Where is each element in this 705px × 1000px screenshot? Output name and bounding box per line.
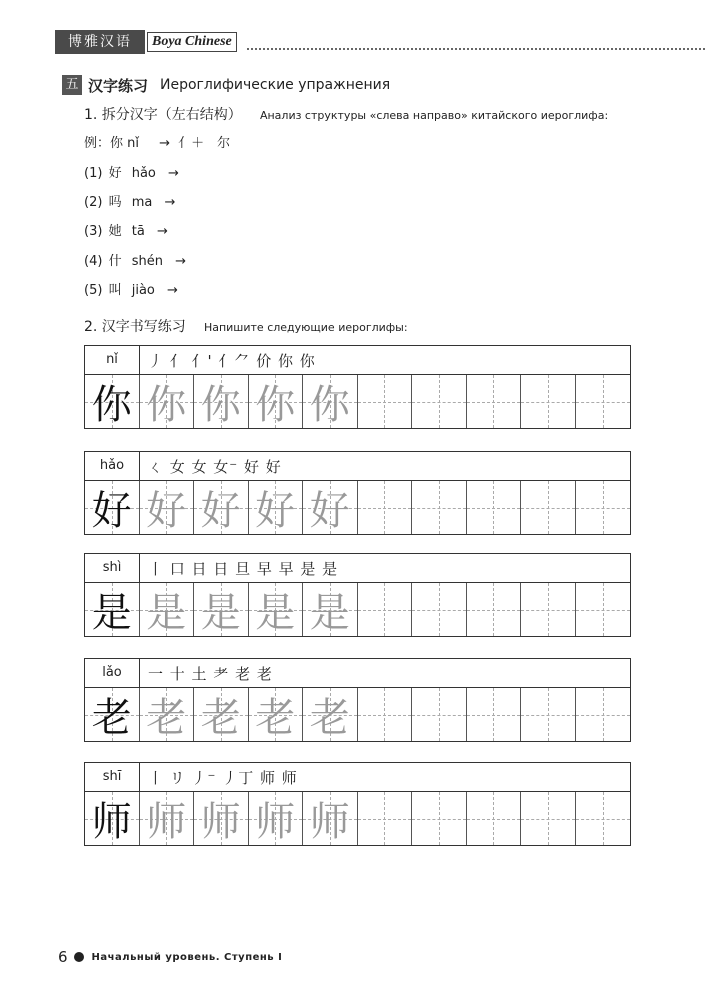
writing-block — [84, 762, 631, 846]
item-hanzi: 她 — [108, 224, 122, 239]
section-title — [62, 74, 390, 96]
model-character: 你 — [91, 382, 132, 428]
example-label: 例：你 nǐ — [84, 136, 139, 151]
practice-grid — [84, 480, 631, 535]
model-cell — [85, 375, 140, 428]
exercise1-example — [84, 132, 230, 151]
page-number: 6 — [58, 948, 68, 966]
model-character: 是 — [91, 590, 132, 636]
item-pinyin: jiào — [131, 283, 155, 298]
writing-block — [84, 553, 631, 637]
section-title-ru: Иероглифические упражнения — [160, 77, 391, 93]
section-title-cn: 汉字练习 — [88, 76, 149, 95]
empty-cell[interactable] — [521, 481, 576, 534]
model-cell — [85, 792, 140, 845]
stroke-order: 丨 口 日 日 旦 早 早 是 是 — [148, 559, 339, 578]
empty-cell[interactable] — [467, 375, 522, 428]
model-character: 师 — [91, 799, 132, 845]
trace-cell — [249, 375, 304, 428]
pinyin-label: nǐ — [85, 346, 140, 374]
arrow-icon: → — [167, 283, 178, 298]
empty-cell[interactable] — [467, 481, 522, 534]
empty-cell[interactable] — [412, 481, 467, 534]
page-header — [55, 30, 705, 54]
trace-character: 是 — [146, 590, 187, 636]
item-hanzi: 什 — [108, 254, 122, 269]
empty-cell[interactable] — [412, 583, 467, 636]
trace-character: 你 — [146, 382, 187, 428]
arrow-icon: → — [156, 224, 168, 239]
empty-cell[interactable] — [412, 688, 467, 741]
trace-cell — [249, 583, 304, 636]
pinyin-label: lǎo — [85, 659, 140, 687]
trace-cell — [249, 481, 304, 534]
strokes-row — [84, 345, 631, 374]
model-cell — [85, 688, 140, 741]
empty-cell[interactable] — [358, 375, 413, 428]
writing-block — [84, 451, 631, 535]
trace-cell — [303, 481, 358, 534]
trace-character: 是 — [200, 590, 241, 636]
empty-cell[interactable] — [576, 583, 631, 636]
arrow-icon: → — [175, 254, 187, 269]
trace-cell — [194, 583, 249, 636]
trace-character: 是 — [309, 590, 350, 636]
page-footer — [58, 948, 282, 966]
trace-character: 好 — [146, 488, 187, 534]
empty-cell[interactable] — [576, 688, 631, 741]
trace-cell — [140, 375, 195, 428]
empty-cell[interactable] — [412, 375, 467, 428]
model-cell — [85, 481, 140, 534]
empty-cell[interactable] — [358, 481, 413, 534]
trace-cell — [140, 792, 195, 845]
empty-cell[interactable] — [412, 792, 467, 845]
trace-character: 师 — [200, 799, 241, 845]
stroke-order: 丿 亻 亻' 亻⺈ 价 你 你 — [148, 351, 316, 370]
exercise1-item — [84, 191, 175, 210]
arrow-icon: → — [164, 195, 176, 210]
practice-grid — [84, 582, 631, 637]
model-character: 老 — [91, 695, 132, 741]
item-number: (5) — [84, 283, 103, 298]
item-number: (4) — [84, 254, 103, 269]
item-pinyin: hǎo — [131, 166, 156, 181]
exercise1-item — [84, 162, 179, 181]
trace-cell — [303, 583, 358, 636]
trace-cell — [140, 688, 195, 741]
example-parts: 亻＋ 尔 — [178, 136, 231, 151]
strokes-row — [84, 762, 631, 791]
item-hanzi: 好 — [108, 166, 122, 181]
exercise2-title — [84, 316, 408, 336]
trace-cell — [194, 375, 249, 428]
empty-cell[interactable] — [467, 792, 522, 845]
empty-cell[interactable] — [358, 688, 413, 741]
exercise2-title-cn: 2. 汉字书写练习 — [84, 319, 186, 335]
practice-grid — [84, 687, 631, 742]
trace-character: 是 — [255, 590, 296, 636]
empty-cell[interactable] — [358, 583, 413, 636]
trace-cell — [194, 688, 249, 741]
trace-character: 老 — [255, 695, 296, 741]
strokes-row — [84, 553, 631, 582]
trace-cell — [140, 583, 195, 636]
section-number: 五 — [62, 75, 82, 95]
trace-character: 老 — [146, 695, 187, 741]
trace-character: 师 — [255, 799, 296, 845]
pinyin-label: shì — [85, 554, 140, 582]
model-character: 好 — [91, 488, 132, 534]
empty-cell[interactable] — [521, 688, 576, 741]
trace-character: 好 — [255, 488, 296, 534]
trace-character: 好 — [200, 488, 241, 534]
empty-cell[interactable] — [467, 583, 522, 636]
trace-character: 你 — [309, 382, 350, 428]
exercise2-title-ru: Напишите следующие иероглифы: — [203, 321, 408, 334]
empty-cell[interactable] — [521, 583, 576, 636]
trace-cell — [303, 792, 358, 845]
strokes-row — [84, 451, 631, 480]
trace-cell — [194, 481, 249, 534]
trace-cell — [194, 792, 249, 845]
empty-cell[interactable] — [576, 375, 631, 428]
trace-character: 老 — [200, 695, 241, 741]
item-pinyin: tā — [131, 224, 145, 239]
item-number: (1) — [84, 166, 103, 181]
brand-label: Boya Chinese — [147, 32, 237, 52]
exercise1-title — [84, 104, 608, 124]
trace-cell — [249, 792, 304, 845]
empty-cell[interactable] — [521, 375, 576, 428]
trace-character: 好 — [309, 488, 350, 534]
item-hanzi: 叫 — [108, 283, 122, 298]
pinyin-label: hǎo — [85, 452, 140, 480]
empty-cell[interactable] — [576, 792, 631, 845]
empty-cell[interactable] — [467, 688, 522, 741]
practice-grid — [84, 791, 631, 846]
trace-character: 师 — [146, 799, 187, 845]
model-cell — [85, 583, 140, 636]
writing-block — [84, 345, 631, 429]
stroke-order: 丨 リ 丿⁻ 丿丁 师 师 — [148, 768, 298, 787]
trace-cell — [249, 688, 304, 741]
strokes-row — [84, 658, 631, 687]
exercise1-item — [84, 250, 186, 269]
item-number: (2) — [84, 195, 103, 210]
stroke-order: ㄑ 女 女 女⁻ 好 好 — [148, 457, 282, 476]
header-divider — [247, 48, 705, 50]
item-pinyin: ma — [131, 195, 153, 210]
trace-cell — [303, 688, 358, 741]
pinyin-label: shī — [85, 763, 140, 791]
empty-cell[interactable] — [358, 792, 413, 845]
trace-character: 老 — [309, 695, 350, 741]
series-title: 博雅汉语 — [55, 30, 145, 54]
stroke-order: 一 十 土 耂 老 老 — [148, 664, 273, 683]
practice-grid — [84, 374, 631, 429]
arrow-icon: → — [159, 136, 171, 151]
trace-character: 你 — [255, 382, 296, 428]
empty-cell[interactable] — [576, 481, 631, 534]
footer-text: Начальный уровень. Ступень I — [91, 951, 283, 963]
trace-cell — [303, 375, 358, 428]
bullet-icon — [74, 952, 84, 962]
exercise1-item — [84, 220, 168, 239]
arrow-icon: → — [168, 166, 179, 181]
writing-block — [84, 658, 631, 742]
item-number: (3) — [84, 224, 103, 239]
empty-cell[interactable] — [521, 792, 576, 845]
item-pinyin: shén — [131, 254, 163, 269]
item-hanzi: 吗 — [108, 195, 122, 210]
trace-character: 师 — [309, 799, 350, 845]
trace-cell — [140, 481, 195, 534]
exercise1-title-cn: 1. 拆分汉字（左右结构） — [84, 107, 242, 123]
exercise1-item — [84, 279, 178, 298]
exercise1-title-ru: Анализ структуры «слева направо» китайского иероглифа: — [259, 109, 609, 122]
trace-character: 你 — [200, 382, 241, 428]
